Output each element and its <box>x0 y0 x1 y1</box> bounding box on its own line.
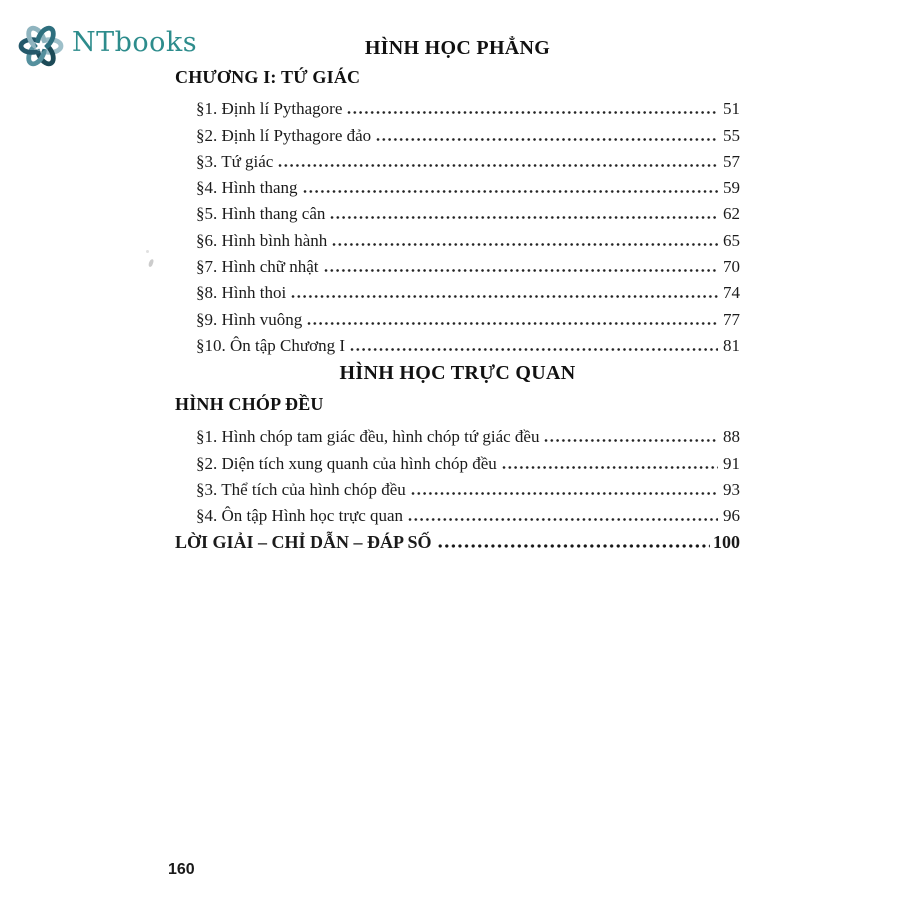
dot-leader <box>291 294 718 299</box>
toc-entry-page: 65 <box>723 230 740 250</box>
toc-entry <box>175 251 740 277</box>
toc-entry-label: §1. Định lí Pythagore <box>196 99 343 119</box>
toc-entry-solutions <box>175 527 740 553</box>
toc-entry-page: 96 <box>723 506 740 526</box>
publisher-logo <box>12 16 197 76</box>
dot-leader <box>278 163 718 168</box>
toc-entry-label: §1. Hình chóp tam giác đều, hình chóp tứ giác đều <box>196 427 540 447</box>
section-heading-visual-geometry: HÌNH HỌC TRỰC QUAN <box>339 362 576 384</box>
dot-leader <box>438 543 710 549</box>
page-number: 160 <box>168 861 195 878</box>
toc-list-visual-geometry <box>175 421 740 526</box>
knot-logo-icon <box>12 16 70 76</box>
toc-entry-page: 81 <box>723 335 740 355</box>
dot-leader <box>330 215 718 220</box>
toc-entry-page: 93 <box>723 479 740 499</box>
toc-entry-label: §10. Ôn tập Chương I <box>196 335 345 355</box>
toc-entry-label: §2. Diện tích xung quanh của hình chóp đều <box>196 453 497 473</box>
toc-entry-label: §9. Hình vuông <box>196 309 303 329</box>
dot-leader <box>303 189 718 194</box>
dot-leader <box>324 268 718 273</box>
toc-entry <box>175 277 740 303</box>
toc-entry-page: 70 <box>723 257 740 277</box>
toc-entry-page: 88 <box>723 427 740 447</box>
toc-entry-label: §7. Hình chữ nhật <box>196 257 319 277</box>
toc-entry-page: 62 <box>723 204 740 224</box>
toc-entry-page: 59 <box>723 178 740 198</box>
toc-entry <box>175 303 740 329</box>
toc-entry <box>175 224 740 250</box>
chapter-heading-pyramid: HÌNH CHÓP ĐỀU <box>175 394 324 414</box>
dot-leader <box>544 438 718 443</box>
dot-leader <box>307 321 718 326</box>
toc-entry-page: 51 <box>723 99 740 119</box>
toc-entry <box>175 119 740 145</box>
toc-entry-page: 57 <box>723 151 740 171</box>
dot-leader <box>347 110 718 115</box>
dot-leader <box>411 491 718 496</box>
toc-entry <box>175 93 740 119</box>
toc-entry-page: 74 <box>723 283 740 303</box>
toc-entry-label: §2. Định lí Pythagore đảo <box>196 125 372 145</box>
toc-entry-label: §8. Hình thoi <box>196 283 287 303</box>
toc-entry-label: §4. Ôn tập Hình học trực quan <box>196 506 404 526</box>
toc-entry-label: §5. Hình thang cân <box>196 204 326 224</box>
dot-leader <box>376 137 718 142</box>
toc-entry-page: 77 <box>723 309 740 329</box>
toc-entry <box>175 447 740 473</box>
toc-entry-label: LỜI GIẢI – CHỈ DẪN – ĐÁP SỐ <box>175 532 432 552</box>
dot-leader <box>408 517 718 522</box>
publisher-name: NTbooks <box>72 26 198 58</box>
toc-entry-label: §6. Hình bình hành <box>196 230 328 250</box>
toc-entry <box>175 500 740 526</box>
toc-entry <box>175 330 740 356</box>
toc-entry <box>175 172 740 198</box>
toc-entry-page: 91 <box>723 453 740 473</box>
toc-entry-label: §3. Thể tích của hình chóp đều <box>196 479 406 499</box>
chapter-heading-quadrilaterals: CHƯƠNG I: TỨ GIÁC <box>175 67 361 87</box>
dot-leader <box>332 242 718 247</box>
toc-entry-page: 100 <box>713 532 740 552</box>
toc-entry-page: 55 <box>723 125 740 145</box>
toc-list-plane-geometry <box>175 93 740 356</box>
toc-entry-label: §4. Hình thang <box>196 178 298 198</box>
toc-entry <box>175 146 740 172</box>
dot-leader <box>502 465 718 470</box>
toc-entry <box>175 198 740 224</box>
toc-entry-label: §3. Tứ giác <box>196 151 274 171</box>
dot-leader <box>350 347 718 352</box>
toc-entry <box>175 421 740 447</box>
scan-artifact <box>146 250 154 268</box>
toc-entry <box>175 474 740 500</box>
section-heading-plane-geometry: HÌNH HỌC PHẲNG <box>364 37 551 59</box>
